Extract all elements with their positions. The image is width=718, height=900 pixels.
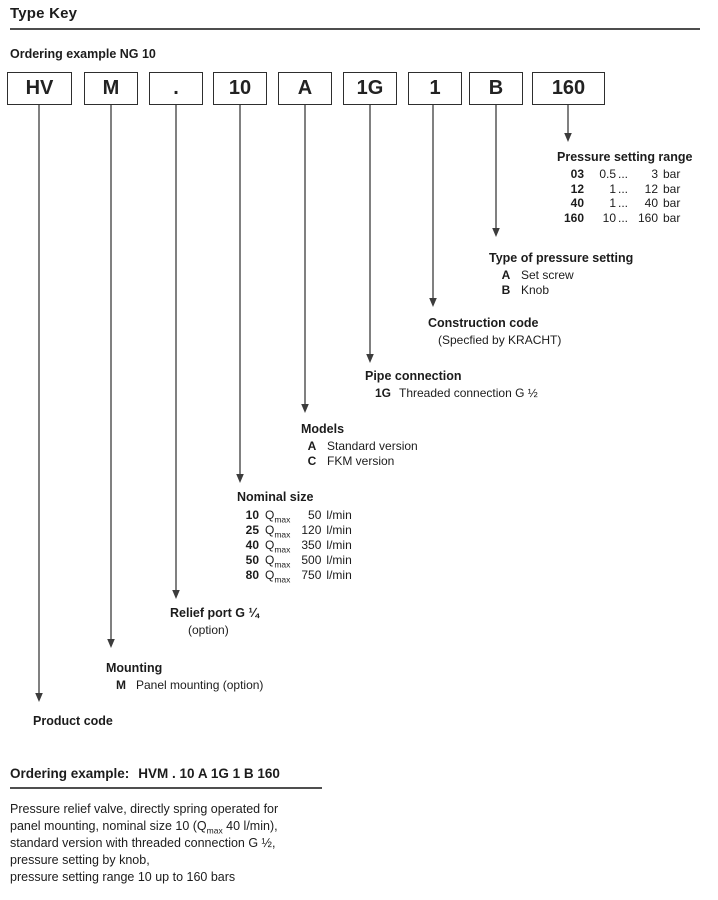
models-title: Models (301, 422, 345, 436)
description-line: panel mounting, nominal size 10 ($Q_{max}$ 40 l/min), (10, 819, 278, 836)
range-dots: ... (618, 210, 629, 225)
qmax-symbol: $Q_{max}$ (265, 523, 291, 540)
size-flow: 120 (301, 523, 322, 537)
pipe-connection-title: Pipe connection (365, 369, 462, 383)
arrow-pressure-setting-type (492, 105, 500, 237)
pressure-setting-type-row (497, 283, 633, 298)
label-nominal-size (237, 490, 352, 583)
arrow-product-code (35, 105, 43, 702)
code-box-b: B (469, 72, 523, 105)
range-unit: bar (663, 167, 681, 181)
product-code-title: Product code (33, 714, 113, 728)
nominal-size-row (237, 568, 352, 583)
arrow-models (301, 105, 309, 413)
qmax-symbol: $Q_{max}$ (265, 538, 291, 555)
code-box-1: 1 (408, 72, 462, 105)
label-pressure-setting-type (489, 251, 633, 298)
option-code: 1G (374, 386, 391, 400)
option-code: C (307, 454, 317, 468)
range-max: 12 (644, 181, 658, 196)
description-line: pressure setting range 10 up to 160 bars (10, 870, 236, 884)
nominal-size-row (237, 508, 352, 523)
nominal-size-title: Nominal size (237, 490, 314, 504)
arrow-mounting (107, 105, 115, 648)
option-code: A (307, 439, 317, 453)
label-product-code (33, 714, 113, 731)
pressure-range-row (557, 167, 692, 182)
label-construction-code (428, 316, 561, 348)
code-box-1g: 1G (343, 72, 397, 105)
size-code: 40 (245, 538, 259, 552)
range-max: 40 (644, 196, 658, 210)
title-rule (10, 28, 700, 30)
option-code: A (501, 268, 511, 282)
ordering-example-subtitle: Ordering example NG 10 (10, 47, 156, 61)
range-code: 160 (563, 210, 584, 225)
option-text: Panel mounting (option) (136, 678, 264, 692)
ordering-example-description (10, 801, 370, 886)
relief-port-note: (option) (188, 623, 229, 637)
range-code: 12 (570, 181, 584, 196)
size-code: 80 (245, 568, 259, 582)
pressure-range-row (557, 182, 692, 197)
range-max: 160 (637, 210, 658, 225)
mounting-row (112, 678, 263, 693)
range-code: 40 (570, 196, 584, 210)
relief-port-title: Relief port G ¼ (170, 606, 259, 620)
ordering-example-code: HVM . 10 A 1G 1 B 160 (138, 766, 280, 781)
option-text: Knob (521, 283, 550, 297)
size-flow: 500 (301, 553, 322, 567)
nominal-size-row (237, 523, 352, 538)
label-relief-port (170, 606, 259, 638)
arrow-pipe-connection (366, 105, 374, 363)
qmax-symbol: $Q_{max}$ (265, 508, 291, 525)
range-dots: ... (618, 167, 629, 181)
pressure-setting-type-title: Type of pressure setting (489, 251, 634, 265)
code-box-hv: HV (7, 72, 72, 105)
option-text: Set screw (521, 268, 574, 282)
size-code: 50 (245, 553, 259, 567)
size-flow: 350 (301, 538, 322, 552)
code-box-160: 160 (532, 72, 605, 105)
pressure-setting-type-row (497, 268, 633, 283)
pressure-range-row (557, 211, 692, 226)
description-line: standard version with threaded connection G ½, (10, 836, 276, 850)
range-min: 10 (602, 210, 616, 225)
label-pipe-connection (365, 369, 538, 401)
size-unit: l/min (326, 523, 352, 537)
option-text: Standard version (327, 439, 418, 453)
ordering-example-heading (10, 766, 322, 789)
code-box-a: A (278, 72, 332, 105)
range-unit: bar (663, 196, 681, 210)
size-unit: l/min (326, 538, 352, 552)
code-box-dot: . (149, 72, 203, 105)
range-code: 03 (570, 167, 584, 181)
arrow-construction-code (429, 105, 437, 307)
range-min: 0.5 (599, 167, 616, 181)
size-flow: 750 (301, 568, 322, 582)
description-line: Pressure relief valve, directly spring operated for (10, 802, 279, 816)
range-min: 1 (609, 181, 616, 196)
qmax-symbol: $Q_{max}$ (265, 553, 291, 570)
range-unit: bar (663, 210, 681, 225)
pipe-connection-row (373, 386, 538, 401)
code-box-10: 10 (213, 72, 267, 105)
construction-code-title: Construction code (428, 316, 539, 330)
pressure-range-title: Pressure setting range (557, 150, 693, 164)
range-dots: ... (618, 181, 629, 196)
construction-code-note: (Specfied by KRACHT) (438, 333, 562, 347)
size-unit: l/min (326, 553, 352, 567)
range-unit: bar (663, 181, 681, 196)
label-pressure-setting-range (557, 150, 692, 225)
label-models (301, 422, 418, 469)
mounting-title: Mounting (106, 661, 163, 675)
arrow-nominal-size (236, 105, 244, 483)
arrow-pressure-range (564, 105, 572, 142)
option-text: Threaded connection G ½ (399, 386, 538, 400)
code-box-m: M (84, 72, 138, 105)
qmax-symbol: $Q_{max}$ (265, 568, 291, 585)
size-unit: l/min (326, 508, 352, 522)
range-max: 3 (651, 167, 658, 181)
range-min: 1 (609, 196, 616, 210)
models-row (303, 439, 418, 454)
page-title: Type Key (10, 5, 78, 22)
label-mounting (106, 661, 263, 693)
nominal-size-row (237, 553, 352, 568)
range-dots: ... (618, 196, 629, 210)
size-flow: 50 (308, 508, 322, 522)
models-row (303, 454, 418, 469)
description-line: pressure setting by knob, (10, 853, 150, 867)
ordering-example-label: Ordering example: (10, 766, 130, 781)
pressure-range-row (557, 196, 692, 211)
option-text: FKM version (327, 454, 395, 468)
option-code: B (501, 283, 511, 297)
size-unit: l/min (326, 568, 352, 582)
size-code: 10 (245, 508, 259, 522)
arrow-relief-port (172, 105, 180, 599)
option-code: M (116, 678, 126, 692)
nominal-size-row (237, 538, 352, 553)
size-code: 25 (245, 523, 259, 537)
